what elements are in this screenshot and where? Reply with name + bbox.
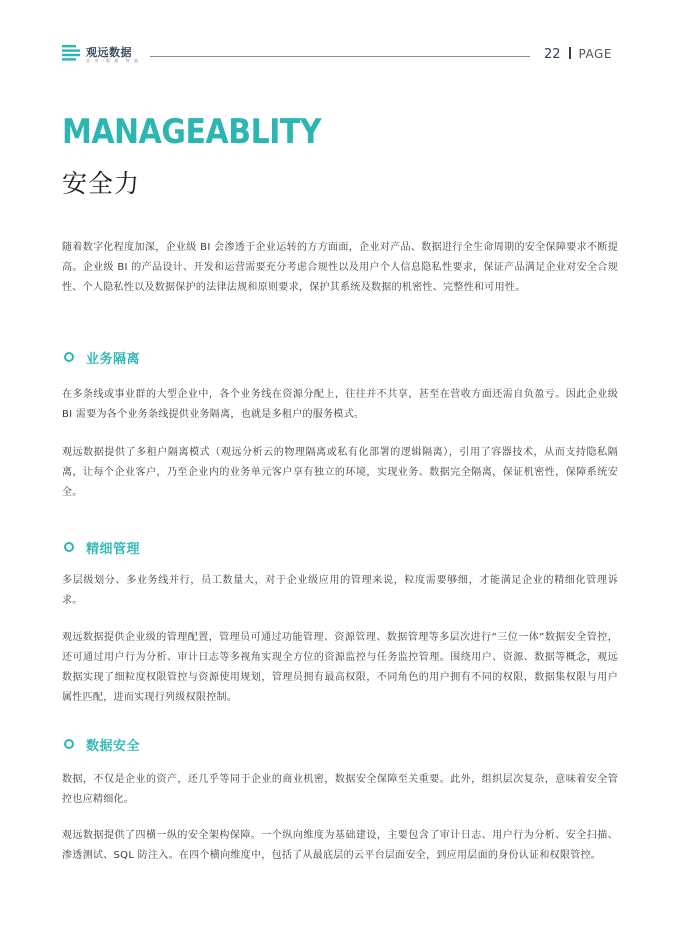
circle-bullet-icon [64,542,74,552]
intro-paragraph: 随着数字化程度加深，企业级 BI 会渗透于企业运转的方方面面，企业对产品、数据进行全生命周期的安全保障要求不断提高。企业级 BI 的产品设计、开发和运营需要充分考虑合规性以及用户个人信息隐私性要求，保证产品满足企业对安全合规性、个人隐私性以及数据保护的法律法规和原则要求，保护其系统及数据的机密性、完整性和可用性。 [62,242,618,293]
header-dash [527,56,530,57]
section-paragraph: 在多条线或事业群的大型企业中，各个业务线在资源分配上，往往并不共享，甚至在营收方面还需自负盈亏。因此企业级 BI 需要为各个业务条线提供业务隔离，也就是多租户的服务模式。 [62,389,618,420]
section-paragraph: 观远数据提供了多租户隔离模式（观远分析云的物理隔离或私有化部署的逻辑隔离），引用了容器技术，从而支持隐私隔离，让每个企业客户，乃至企业内的业务单元客户享有独立的环境，实现业务、数据完全隔离，保证机密性，保障系统安全。 [62,447,618,498]
company-logo [62,44,142,68]
page-header [0,0,676,80]
page-number-value: 22 [544,47,561,62]
logo-name: 观远数据 [86,46,132,59]
title-chinese: 安全力 [62,169,141,198]
page-number [544,47,612,62]
circle-bullet-icon [64,739,74,749]
section-title: 数据安全 [86,739,141,754]
section-paragraph: 观远数据提供企业级的管理配置，管理员可通过功能管理、资源管理、数据管理等多层次进行“三位一体”数据安全管控，还可通过用户行为分析、审计日志等多视角实现全方位的资源监控与任务监控管理。围绕用户、资源、数据等概念，观远数据实现了细粒度权限管控与资源使用规划，管理员拥有最高权限，不同角色的用户拥有不同的权限，数据集权限与用户属性匹配，进而实现行列级权限控制。 [62,632,618,703]
header-dash [520,56,524,57]
logo-subtitle: 企 业 ·数 据 ·智 能 [86,58,140,63]
section-paragraph: 数据，不仅是企业的资产，还几乎等同于企业的商业机密，数据安全保障至关重要。此外，组织层次复杂，意味着安全管控也应精细化。 [62,774,618,805]
title-english: MANAGEABLITY [62,112,322,152]
section-title: 精细管理 [86,542,141,557]
section-paragraph: 多层级划分、多业务线并行，员工数量大，对于企业级应用的管理来说，粒度需要够细，才能满足企业的精细化管理诉求。 [62,575,618,606]
page-label: PAGE [578,47,612,61]
header-divider [150,56,530,57]
logo-mark-icon [62,44,81,63]
section-paragraph: 观远数据提供了四横一纵的安全架构保障。一个纵向维度为基础建设，主要包含了审计日志、用户行为分析、安全扫描、渗透测试、SQL 防注入。在四个横向维度中，包括了从最底层的云平台层面安全，到应用层面的身份认证和权限管控。 [62,830,618,861]
circle-bullet-icon [64,352,74,362]
section-title: 业务隔离 [86,352,141,367]
page-number-separator [569,47,571,59]
